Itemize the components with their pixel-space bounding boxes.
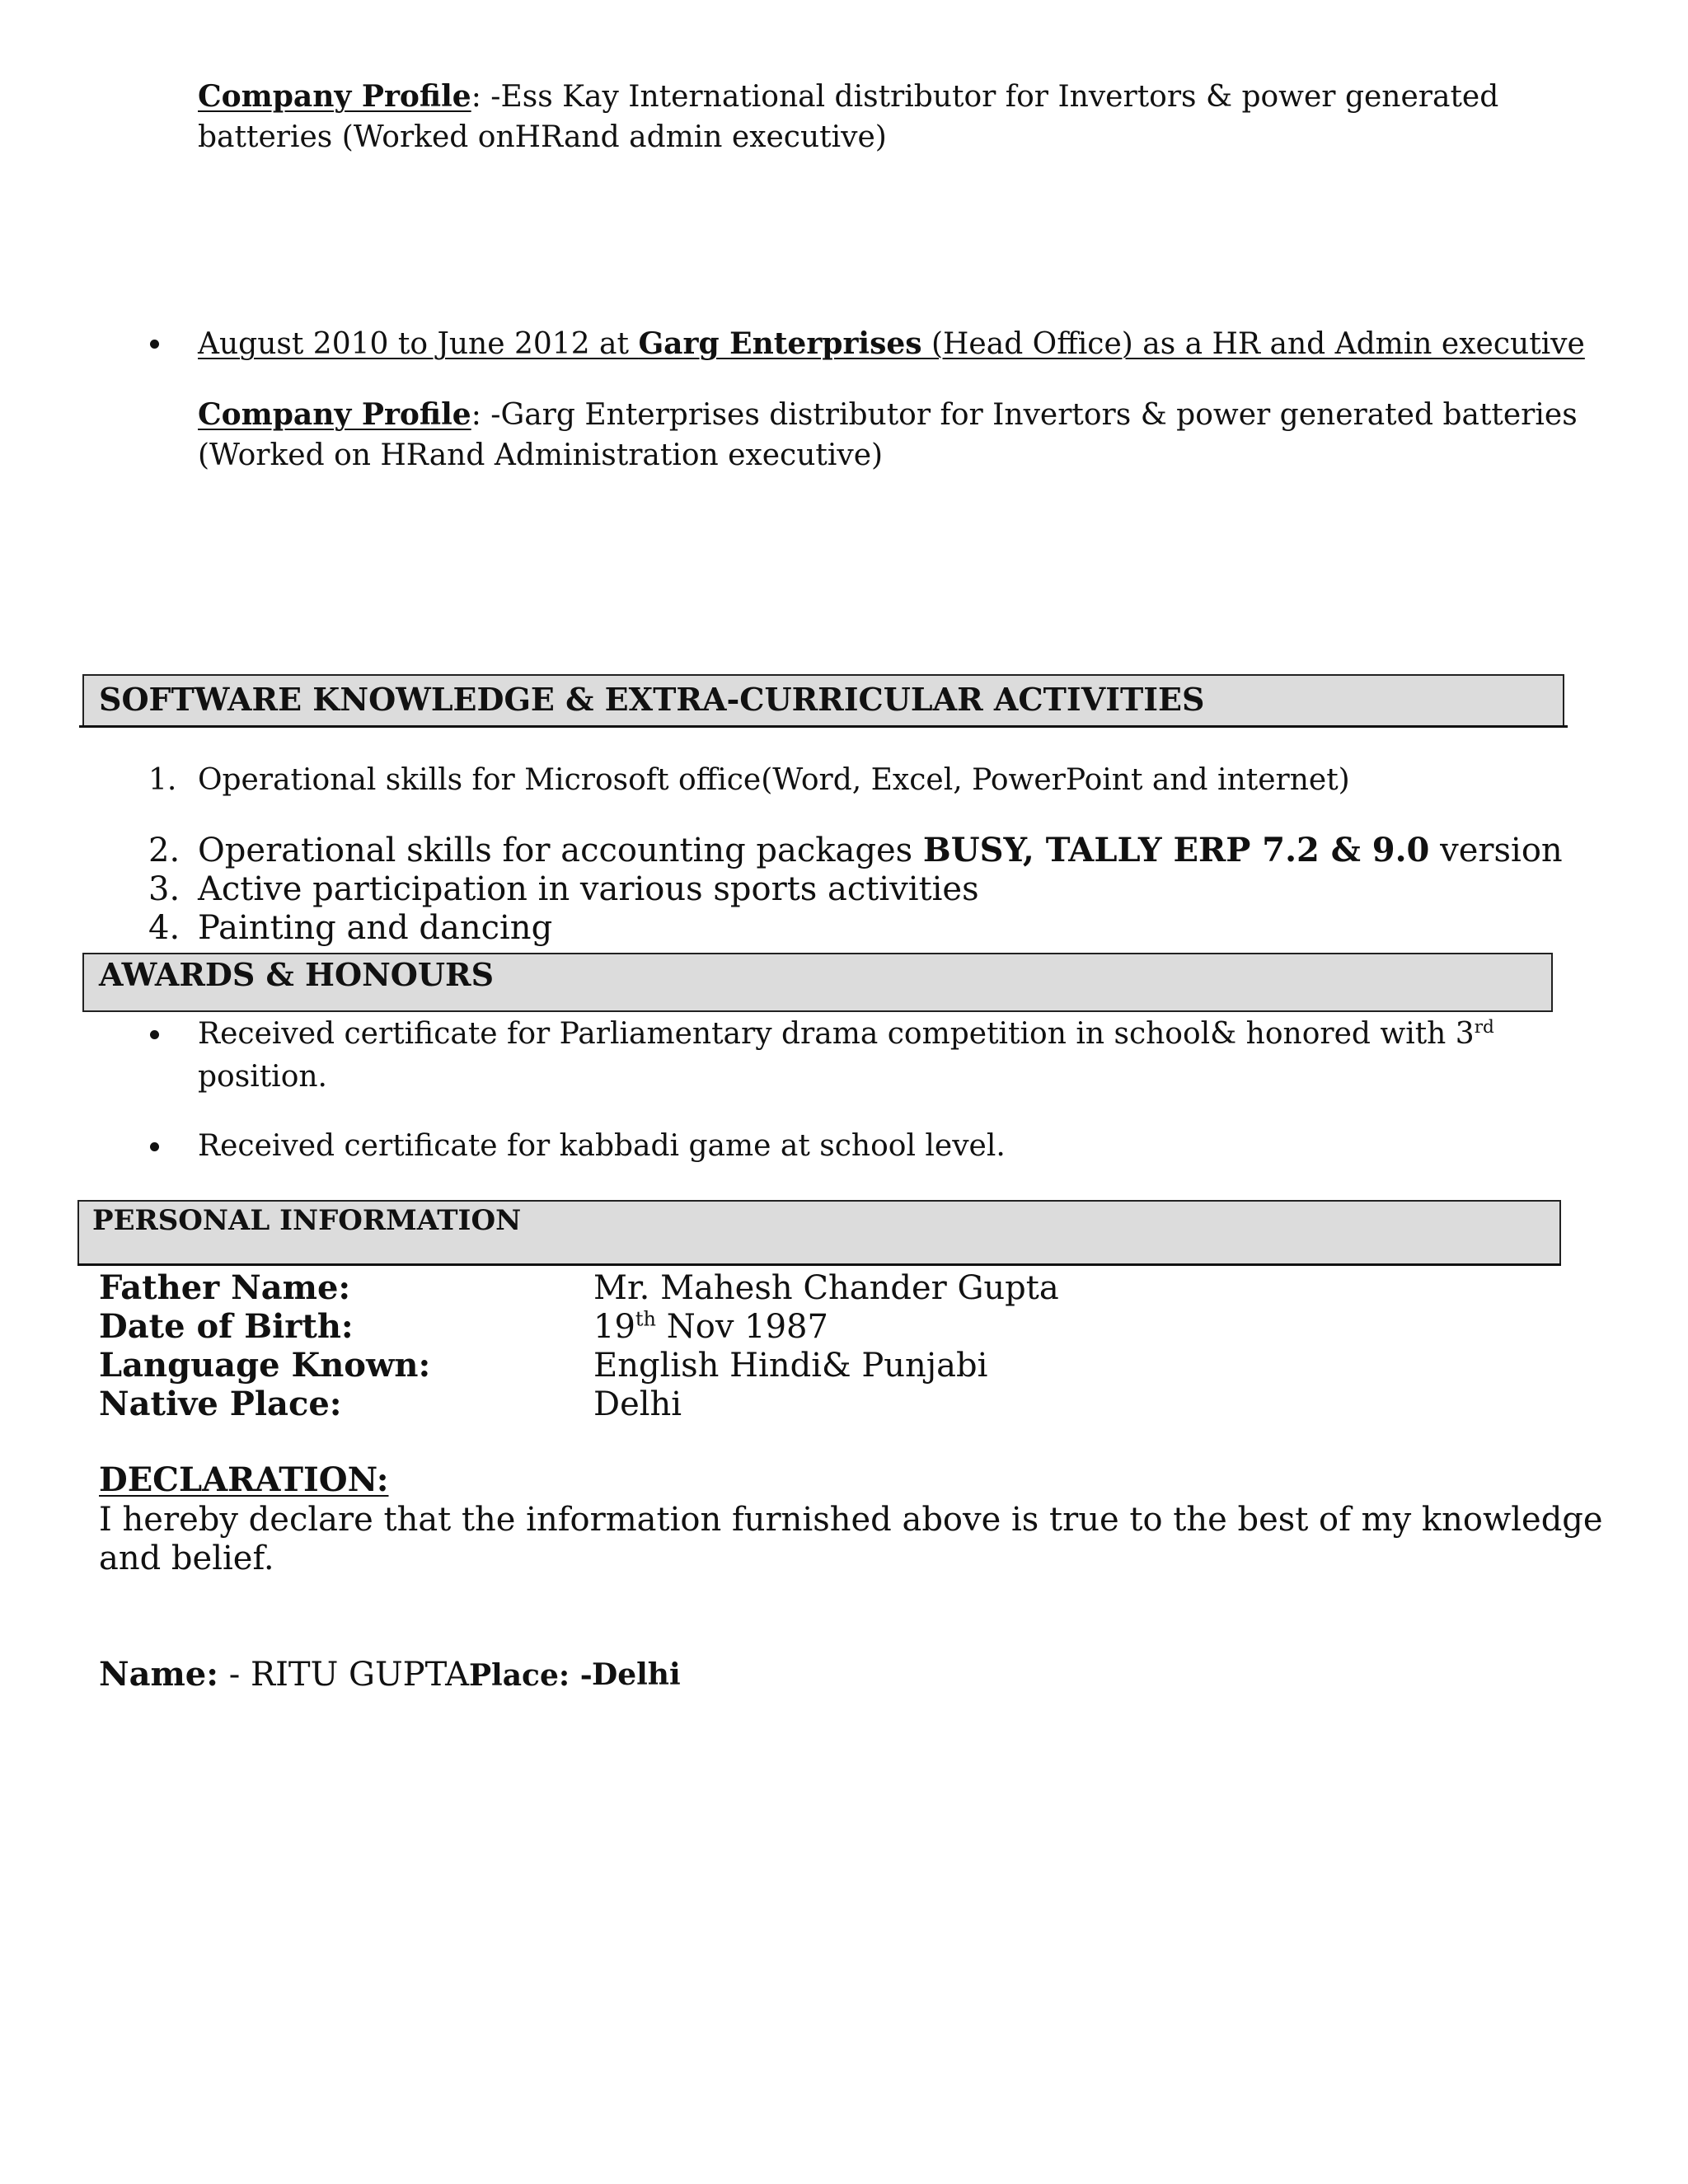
signature-line — [99, 1655, 593, 1695]
award-item-2: Received certificate for kabbadi game at school level. — [198, 1129, 1006, 1163]
ordinal-suffix: rd — [1474, 1017, 1494, 1038]
place-value: Delhi — [592, 1657, 681, 1692]
declaration-line1: I hereby declare that the information furnished above is true to the best of my knowledge — [99, 1501, 1603, 1539]
job1-profile-line2: batteries (Worked onHRand admin executive) — [198, 120, 887, 154]
profile-text: Ess Kay International distributor for Invertors & power generated — [500, 80, 1499, 114]
father-name-label: Father Name: — [99, 1268, 351, 1307]
award-item-1-line2: position. — [198, 1060, 327, 1094]
declaration-line2: and belief. — [99, 1540, 274, 1577]
accounting-packages: BUSY, TALLY ERP 7.2 & 9.0 — [922, 831, 1430, 869]
job2-profile-line1 — [198, 394, 1578, 436]
job2-company: Garg Enterprises — [638, 326, 922, 361]
software-item-1-num: 1. — [148, 763, 177, 797]
software-item-4: Painting and dancing — [198, 909, 553, 947]
language-label: Language Known: — [99, 1346, 431, 1385]
job2-profile-line2: (Worked on HRand Administration executive) — [198, 438, 884, 472]
profile-separator: : - — [471, 398, 501, 432]
job1-profile-line1 — [198, 76, 1498, 118]
bullet-icon — [150, 1030, 159, 1039]
job2-period: August 2010 to June 2012 at — [198, 327, 639, 361]
profile-text: Garg Enterprises distributor for Invertors & power generated batteries — [500, 398, 1578, 432]
dob-label: Date of Birth: — [99, 1307, 354, 1346]
software-section-title: SOFTWARE KNOWLEDGE & EXTRA-CURRICULAR ACTIVITIES — [99, 681, 1205, 718]
company-profile-label: Company Profile — [198, 79, 471, 114]
declaration-title: DECLARATION: — [99, 1460, 389, 1499]
personal-section-title: PERSONAL INFORMATION — [92, 1204, 522, 1237]
section-divider — [77, 1263, 1561, 1266]
award-item-1-line1: Received certificate for Parliamentary drama competition in school& honored with 3rd — [198, 1017, 1494, 1051]
job2-role: (Head Office) as a HR and Admin executive — [921, 327, 1585, 361]
software-item-2-num: 2. — [148, 832, 181, 869]
software-item-3-num: 3. — [148, 870, 181, 908]
software-item-4-num: 4. — [148, 909, 181, 947]
bullet-icon — [150, 340, 159, 349]
company-profile-label: Company Profile — [198, 397, 471, 432]
native-place-label: Native Place: — [99, 1385, 342, 1423]
software-item-3: Active participation in various sports activities — [198, 870, 979, 908]
name-label: Name: — [99, 1655, 219, 1694]
dob-value: 19th Nov 1987 — [593, 1307, 828, 1346]
section-divider — [79, 725, 1568, 728]
awards-section-title: AWARDS & HONOURS — [99, 956, 495, 993]
father-name-value: Mr. Mahesh Chander Gupta — [593, 1269, 1059, 1307]
bullet-icon — [150, 1142, 159, 1151]
place-label: Place: - — [468, 1658, 593, 1693]
name-value: - RITU GUPTA — [218, 1656, 469, 1694]
ordinal-suffix: th — [635, 1307, 657, 1331]
language-value: English Hindi& Punjabi — [593, 1347, 988, 1385]
software-item-1: Operational skills for Microsoft office(Word, Excel, PowerPoint and internet) — [198, 763, 1350, 797]
native-place-value: Delhi — [593, 1385, 682, 1423]
software-item-2: Operational skills for accounting packages BUSY, TALLY ERP 7.2 & 9.0 version — [198, 831, 1563, 869]
job2-heading — [198, 323, 1585, 365]
profile-separator: : - — [471, 80, 501, 114]
